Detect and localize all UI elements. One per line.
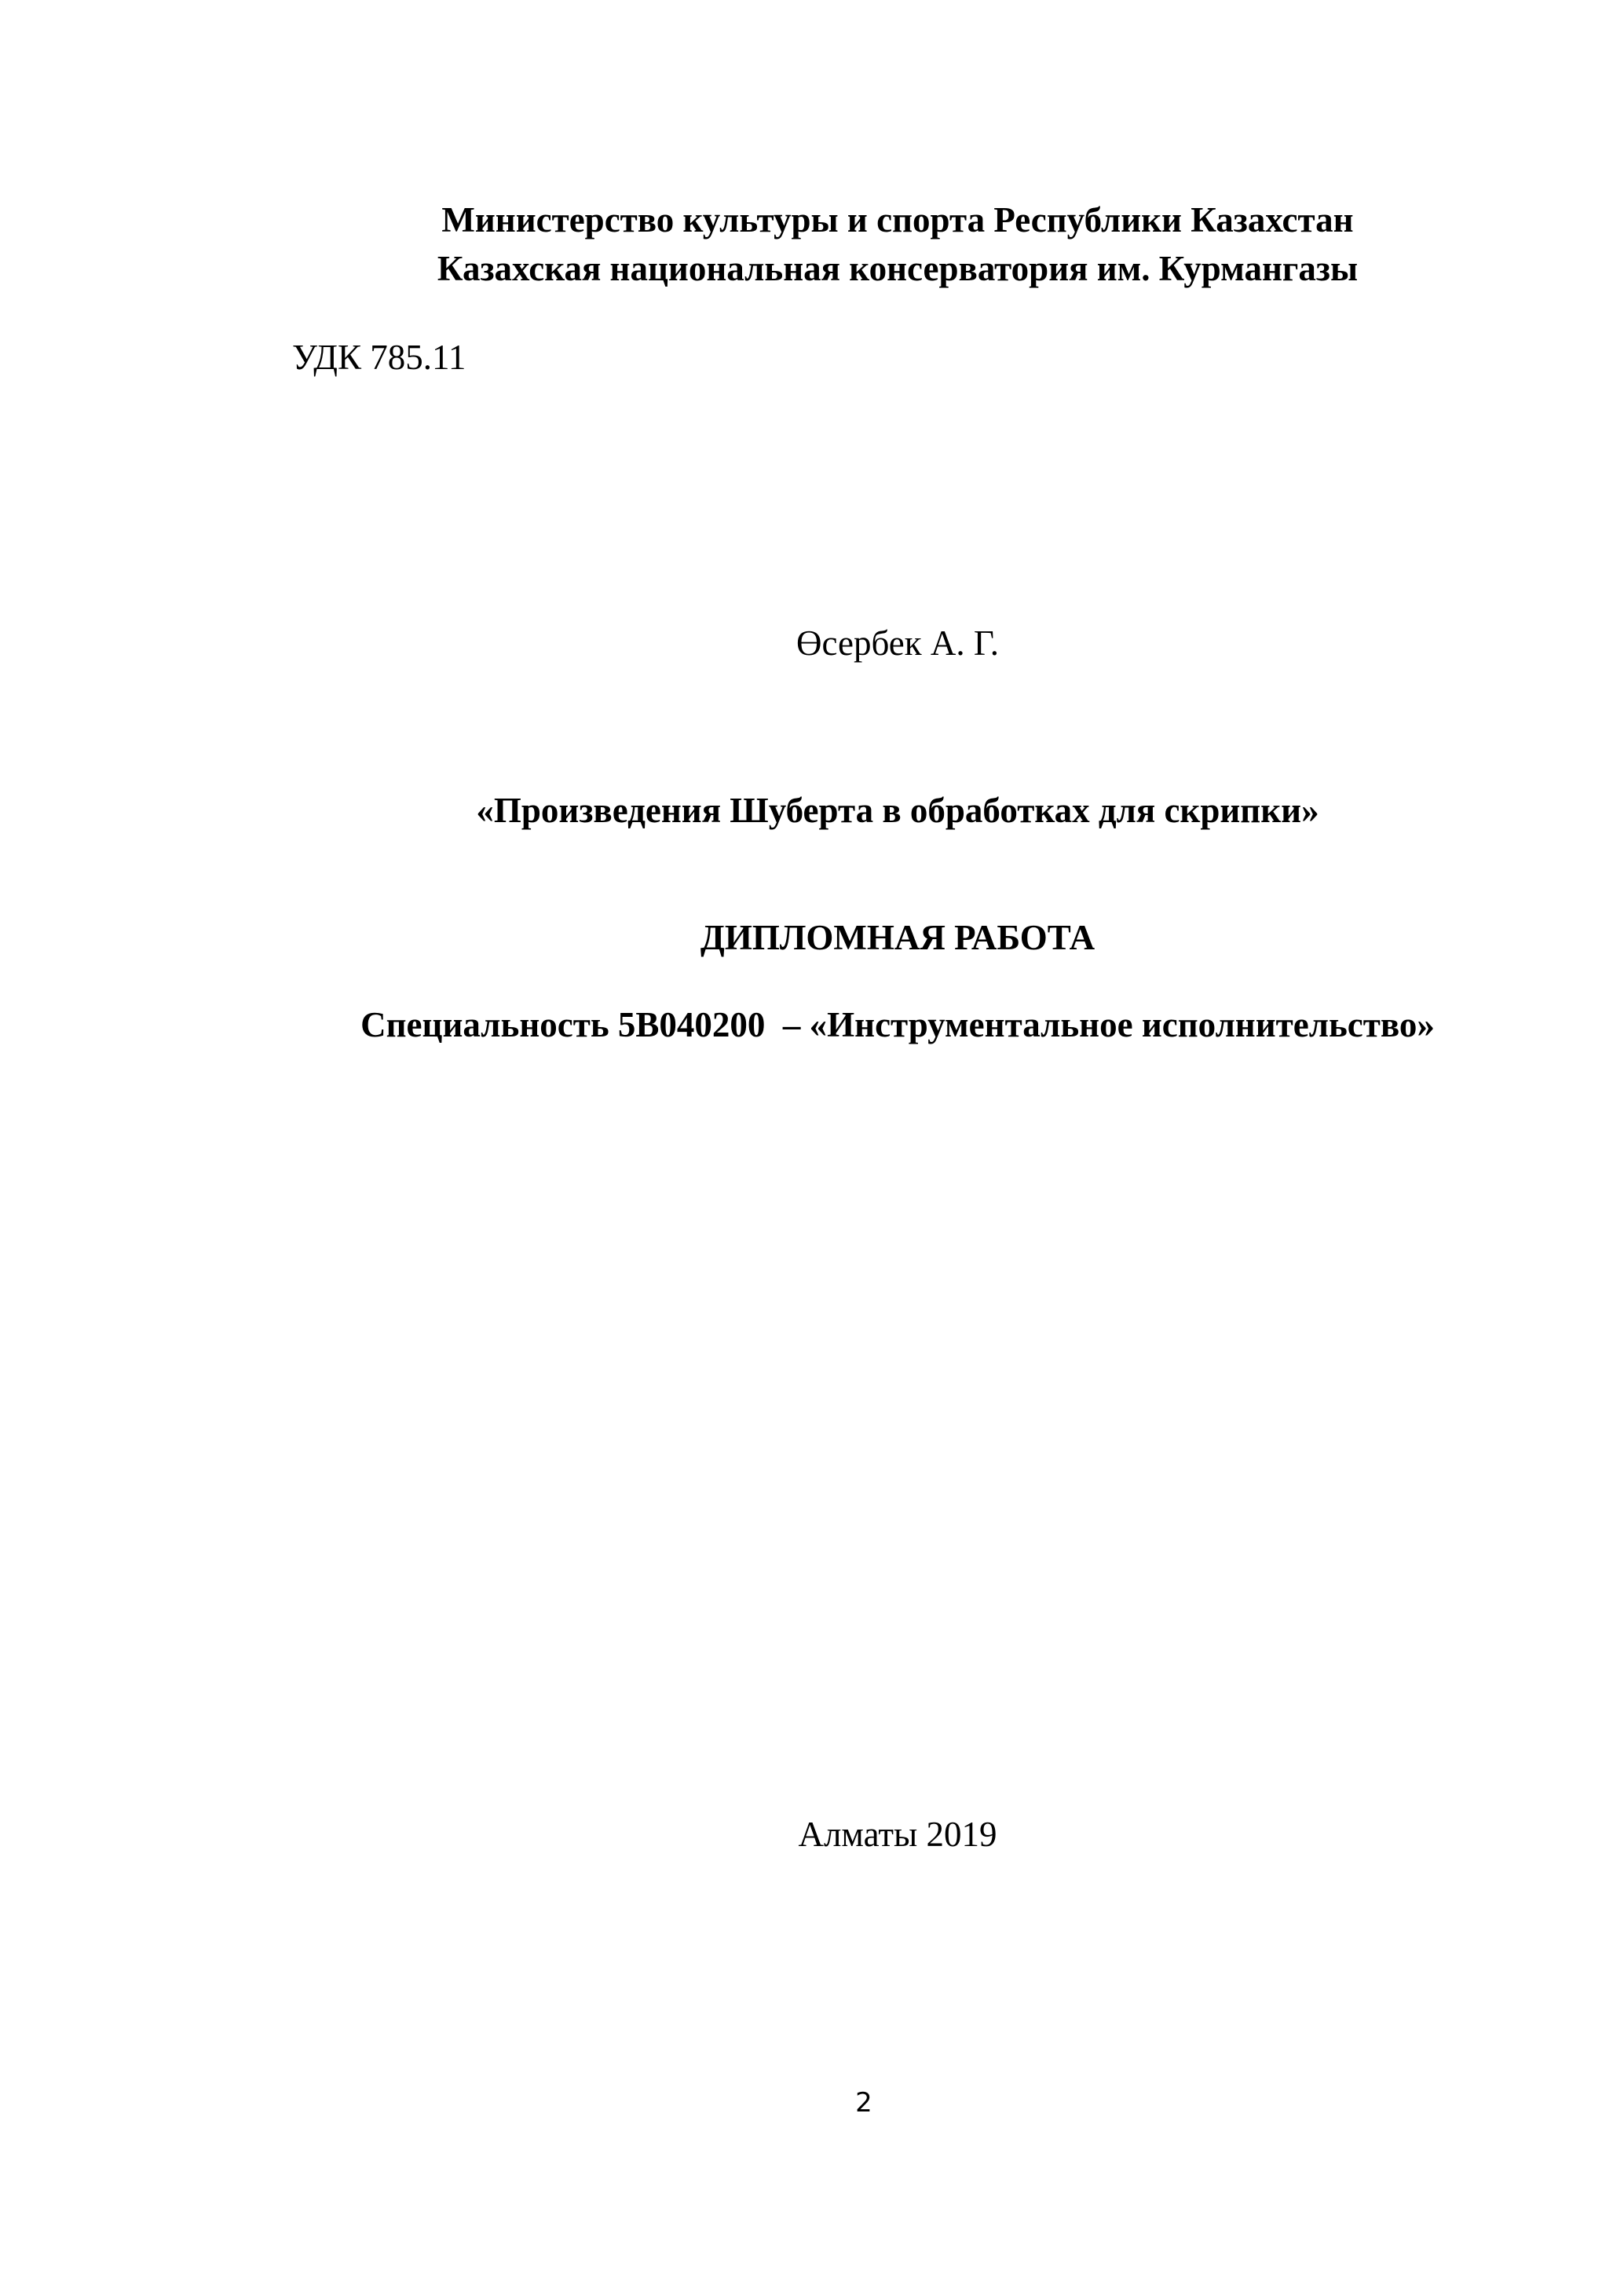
- city-year: Алматы 2019: [798, 1815, 997, 1854]
- specialty-line: Специальность 5В040200 – «Инструментальное исполнительство»: [360, 1005, 1435, 1044]
- page-number: 2: [855, 2087, 872, 2119]
- udk-code: УДК 785.11: [292, 338, 466, 377]
- document-type: ДИПЛОМНАЯ РАБОТА: [700, 918, 1095, 957]
- thesis-title: «Произведения Шуберта в обработках для скрипки»: [476, 791, 1319, 830]
- institution-heading: Казахская национальная консерватория им. Курмангазы: [437, 249, 1359, 288]
- author-name: Өсербек А. Г.: [796, 623, 1000, 663]
- ministry-heading: Министерство культуры и спорта Республики Казахстан: [441, 200, 1354, 239]
